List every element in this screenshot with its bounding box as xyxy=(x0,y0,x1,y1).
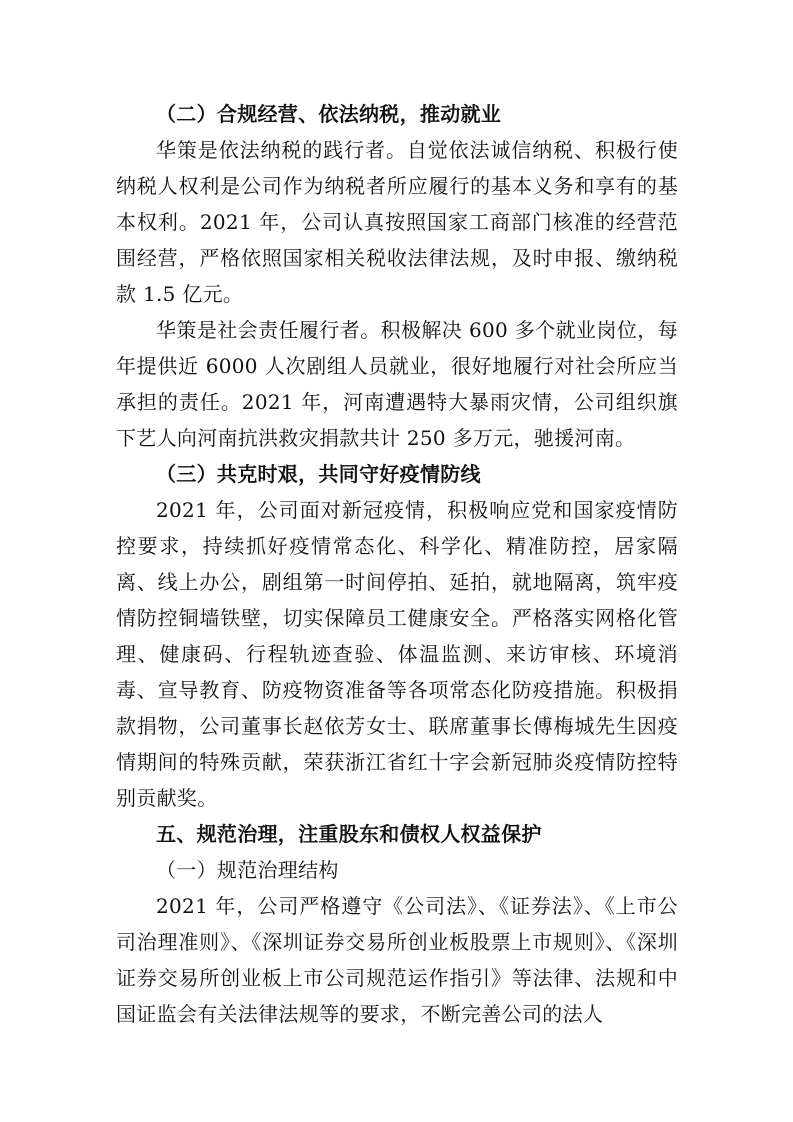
section-2-paragraph-2: 华策是社会责任履行者。积极解决 600 多个就业岗位，每年提供近 6000 人次剧组人员就业，很好地履行对社会所应当承担的责任。2021 年，河南遭遇特大暴雨灾情，公司组织旗下艺人向河南抗洪救灾捐款共计 250 多万元，驰援河南。 xyxy=(116,318,678,450)
section-3-paragraph-1: 2021 年，公司面对新冠疫情，积极响应党和国家疫情防控要求，持续抓好疫情常态化、科学化、精准防控，居家隔离、线上办公，剧组第一时间停拍、延拍，就地隔离，筑牢疫情防控铜墙铁壁，切实保障员工健康安全。严格落实网格化管理、健康码、行程轨迹查验、体温监测、来访审核、环境消毒、宣导教育、防疫物资准备等各项常态化防疫措施。积极捐款捐物，公司董事长赵依芳女士、联席董事长傅梅城先生因疫情期间的特殊贡献，荣获浙江省红十字会新冠肺炎疫情防控特别贡献奖。 xyxy=(116,498,678,810)
section-3-heading: （三）共克时艰，共同守好疫情防线 xyxy=(156,462,481,486)
section-2-heading: （二）合规经营、依法纳税，推动就业 xyxy=(156,102,502,126)
document-body xyxy=(116,96,678,1032)
section-2-paragraph-1: 华策是依法纳税的践行者。自觉依法诚信纳税、积极行使纳税人权利是公司作为纳税者所应履行的基本义务和享有的基本权利。2021 年，公司认真按照国家工商部门核准的经营范围经营，严格依照国家相关税收法律法规，及时申报、缴纳税款 1.5 亿元。 xyxy=(116,138,678,306)
chapter-5-subsection-1-heading: （一）规范治理结构 xyxy=(156,858,339,882)
chapter-5-heading: 五、规范治理，注重股东和债权人权益保护 xyxy=(156,822,542,846)
chapter-5-subsection-1-paragraph-1: 2021 年，公司严格遵守《公司法》、《证券法》、《上市公司治理准则》、《深圳证券交易所创业板股票上市规则》、《深圳证券交易所创业板上市公司规范运作指引》等法律、法规和中国证监会有关法律法规等的要求，不断完善公司的法人 xyxy=(116,894,678,1026)
